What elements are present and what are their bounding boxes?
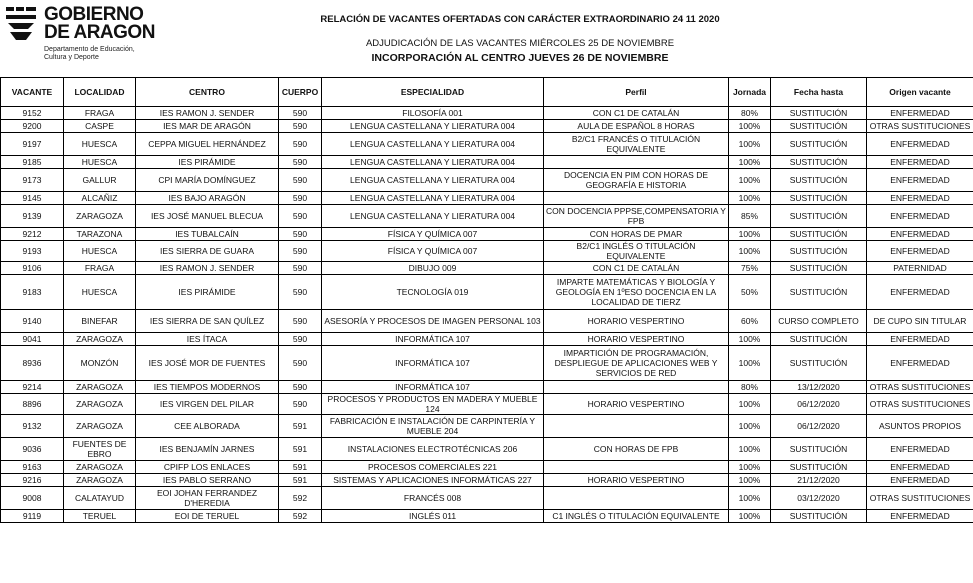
table-cell — [544, 461, 729, 474]
table-cell: 590 — [279, 381, 322, 394]
table-row — [1, 510, 973, 523]
table-cell: 8936 — [1, 346, 64, 381]
table-cell: 100% — [729, 510, 771, 523]
table-cell: 100% — [729, 133, 771, 156]
table-cell: HUESCA — [64, 156, 136, 169]
table-cell: HORARIO VESPERTINO — [544, 333, 729, 346]
table-cell: MONZÓN — [64, 346, 136, 381]
table-cell: TERUEL — [64, 510, 136, 523]
table-cell — [544, 415, 729, 438]
table-cell: HORARIO VESPERTINO — [544, 474, 729, 487]
table-cell: ZARAGOZA — [64, 461, 136, 474]
table-row — [1, 205, 973, 228]
table-cell: OTRAS SUSTITUCIONES — [867, 487, 973, 510]
table-cell: 590 — [279, 228, 322, 241]
table-row — [1, 487, 973, 510]
table-cell: 60% — [729, 310, 771, 333]
table-row — [1, 333, 973, 346]
table-cell: 9216 — [1, 474, 64, 487]
table-cell: 9036 — [1, 438, 64, 461]
table-cell: LENGUA CASTELLANA Y LIERATURA 004 — [322, 120, 544, 133]
table-cell: 100% — [729, 346, 771, 381]
column-header: LOCALIDAD — [64, 78, 136, 107]
table-cell: BINEFAR — [64, 310, 136, 333]
table-cell: 9139 — [1, 205, 64, 228]
table-cell: HORARIO VESPERTINO — [544, 310, 729, 333]
table-cell: IMPARTICIÓN DE PROGRAMACIÓN, DESPLIEGUE DE APLICACIONES WEB Y SERVICIOS DE RED — [544, 346, 729, 381]
table-cell: IES JOSÉ MOR DE FUENTES — [136, 346, 279, 381]
logo-department-2: Cultura y Deporte — [44, 54, 99, 61]
table-cell: 9163 — [1, 461, 64, 474]
table-row — [1, 169, 973, 192]
table-cell: SUSTITUCIÓN — [771, 133, 867, 156]
table-cell: AULA DE ESPAÑOL 8 HORAS — [544, 120, 729, 133]
table-cell: 03/12/2020 — [771, 487, 867, 510]
table-cell: 100% — [729, 474, 771, 487]
table-cell: IES RAMON J. SENDER — [136, 262, 279, 275]
table-cell: IES SIERRA DE GUARA — [136, 241, 279, 262]
table-cell: 591 — [279, 415, 322, 438]
table-cell: ENFERMEDAD — [867, 438, 973, 461]
table-cell: ZARAGOZA — [64, 415, 136, 438]
table-cell: EOI JOHAN FERRANDEZ D'HEREDIA — [136, 487, 279, 510]
table-cell: 590 — [279, 107, 322, 120]
table-cell — [544, 192, 729, 205]
table-cell: IES JOSÉ MANUEL BLECUA — [136, 205, 279, 228]
column-header: Fecha hasta — [771, 78, 867, 107]
aragon-emblem-icon — [6, 7, 38, 41]
table-cell: IES RAMON J. SENDER — [136, 107, 279, 120]
table-cell: SUSTITUCIÓN — [771, 510, 867, 523]
table-cell: INGLÉS 011 — [322, 510, 544, 523]
table-cell: 85% — [729, 205, 771, 228]
table-row — [1, 381, 973, 394]
column-header: Jornada — [729, 78, 771, 107]
logo-line-1: GOBIERNO — [44, 4, 144, 25]
document-subtitle: ADJUDICACIÓN DE LAS VACANTES MIÉRCOLES 25 DE NOVIEMBRE — [365, 38, 675, 49]
table-cell: 50% — [729, 275, 771, 310]
table-cell: IES TIEMPOS MODERNOS — [136, 381, 279, 394]
table-cell: IMPARTE MATEMÁTICAS Y BIOLOGÍA Y GEOLOGÍA EN 1ºESO DOCENCIA EN LA LOCALIDAD DE TIERZ — [544, 275, 729, 310]
table-cell: ENFERMEDAD — [867, 241, 973, 262]
table-cell: SUSTITUCIÓN — [771, 169, 867, 192]
table-cell: SUSTITUCIÓN — [771, 107, 867, 120]
table-cell: CURSO COMPLETO — [771, 310, 867, 333]
table-cell: LENGUA CASTELLANA Y LIERATURA 004 — [322, 156, 544, 169]
table-cell: 590 — [279, 333, 322, 346]
table-cell: FILOSOFÍA 001 — [322, 107, 544, 120]
vacancies-table — [0, 77, 973, 523]
table-cell: 100% — [729, 415, 771, 438]
table-cell: SUSTITUCIÓN — [771, 120, 867, 133]
table-cell: 9132 — [1, 415, 64, 438]
table-cell: CPI MARÍA DOMÍNGUEZ — [136, 169, 279, 192]
table-cell: 06/12/2020 — [771, 415, 867, 438]
table-cell: LENGUA CASTELLANA Y LIERATURA 004 — [322, 133, 544, 156]
table-cell: 80% — [729, 381, 771, 394]
table-cell: PROCESOS COMERCIALES 221 — [322, 461, 544, 474]
table-cell: INFORMÁTICA 107 — [322, 346, 544, 381]
table-cell: SUSTITUCIÓN — [771, 333, 867, 346]
table-cell: SUSTITUCIÓN — [771, 228, 867, 241]
table-cell: 590 — [279, 310, 322, 333]
table-cell: FRAGA — [64, 107, 136, 120]
table-cell: ENFERMEDAD — [867, 169, 973, 192]
table-cell: FRAGA — [64, 262, 136, 275]
table-cell: SUSTITUCIÓN — [771, 461, 867, 474]
table-cell: ALCAÑIZ — [64, 192, 136, 205]
table-cell: 590 — [279, 205, 322, 228]
table-cell: 9119 — [1, 510, 64, 523]
table-cell: FRANCÉS 008 — [322, 487, 544, 510]
table-cell: 9185 — [1, 156, 64, 169]
table-cell: 590 — [279, 275, 322, 310]
table-cell: TARAZONA — [64, 228, 136, 241]
table-cell: B2/C1 FRANCÉS O TITULACIÓN EQUIVALENTE — [544, 133, 729, 156]
table-cell: ENFERMEDAD — [867, 346, 973, 381]
table-cell: ENFERMEDAD — [867, 133, 973, 156]
table-cell: 9214 — [1, 381, 64, 394]
table-cell: FABRICACIÓN E INSTALACIÓN DE CARPINTERÍA Y MUEBLE 204 — [322, 415, 544, 438]
table-cell: 100% — [729, 228, 771, 241]
table-cell: 590 — [279, 169, 322, 192]
table-row — [1, 228, 973, 241]
table-cell: IES VIRGEN DEL PILAR — [136, 394, 279, 415]
table-cell: GALLUR — [64, 169, 136, 192]
table-cell: SUSTITUCIÓN — [771, 438, 867, 461]
table-header-row — [1, 78, 973, 107]
table-row — [1, 310, 973, 333]
table-cell: 21/12/2020 — [771, 474, 867, 487]
table-cell: ENFERMEDAD — [867, 474, 973, 487]
document-title: RELACIÓN DE VACANTES OFERTADAS CON CARÁCTER EXTRAORDINARIO 24 11 2020 — [320, 14, 720, 25]
table-cell: HUESCA — [64, 275, 136, 310]
table-cell — [544, 487, 729, 510]
table-cell: 06/12/2020 — [771, 394, 867, 415]
table-row — [1, 120, 973, 133]
table-cell: INFORMÁTICA 107 — [322, 333, 544, 346]
table-cell: CON HORAS DE PMAR — [544, 228, 729, 241]
table-cell: SUSTITUCIÓN — [771, 346, 867, 381]
table-cell: PROCESOS Y PRODUCTOS EN MADERA Y MUEBLE 124 — [322, 394, 544, 415]
table-row — [1, 438, 973, 461]
table-cell: IES BAJO ARAGÓN — [136, 192, 279, 205]
table-cell: 591 — [279, 474, 322, 487]
table-cell: 590 — [279, 241, 322, 262]
table-cell: 9145 — [1, 192, 64, 205]
table-cell: CON HORAS DE FPB — [544, 438, 729, 461]
table-cell: 100% — [729, 333, 771, 346]
table-cell: PATERNIDAD — [867, 262, 973, 275]
table-cell: ZARAGOZA — [64, 333, 136, 346]
table-cell: IES PABLO SERRANO — [136, 474, 279, 487]
table-cell: 100% — [729, 156, 771, 169]
table-cell: 590 — [279, 133, 322, 156]
column-header: VACANTE — [1, 78, 64, 107]
table-cell: 9193 — [1, 241, 64, 262]
table-cell: SUSTITUCIÓN — [771, 192, 867, 205]
table-row — [1, 133, 973, 156]
table-cell: 100% — [729, 241, 771, 262]
table-cell: ENFERMEDAD — [867, 510, 973, 523]
column-header: CUERPO — [279, 78, 322, 107]
table-row — [1, 461, 973, 474]
table-cell: 75% — [729, 262, 771, 275]
table-cell: B2/C1 INGLÉS O TITULACIÓN EQUIVALENTE — [544, 241, 729, 262]
table-cell: ENFERMEDAD — [867, 205, 973, 228]
table-cell: IES PIRÁMIDE — [136, 275, 279, 310]
table-cell: IES MAR DE ARAGÓN — [136, 120, 279, 133]
table-cell: INSTALACIONES ELECTROTÉCNICAS 206 — [322, 438, 544, 461]
table-cell: ENFERMEDAD — [867, 156, 973, 169]
table-row — [1, 107, 973, 120]
table-cell: OTRAS SUSTITUCIONES — [867, 381, 973, 394]
table-row — [1, 275, 973, 310]
table-cell: CON DOCENCIA PPPSE,COMPENSATORIA Y FPB — [544, 205, 729, 228]
table-cell: 590 — [279, 262, 322, 275]
table-row — [1, 262, 973, 275]
column-header: CENTRO — [136, 78, 279, 107]
column-header: Perfil — [544, 78, 729, 107]
table-cell: LENGUA CASTELLANA Y LIERATURA 004 — [322, 205, 544, 228]
table-cell: 9183 — [1, 275, 64, 310]
table-cell: DE CUPO SIN TITULAR — [867, 310, 973, 333]
table-cell: FÍSICA Y QUÍMICA 007 — [322, 228, 544, 241]
logo-department: Departamento de Educación, — [44, 46, 135, 53]
table-cell: 9200 — [1, 120, 64, 133]
table-cell: CON C1 DE CATALÁN — [544, 107, 729, 120]
table-cell: ZARAGOZA — [64, 474, 136, 487]
table-cell: ASUNTOS PROPIOS — [867, 415, 973, 438]
table-cell: 590 — [279, 156, 322, 169]
table-cell: 9041 — [1, 333, 64, 346]
table-cell: 100% — [729, 120, 771, 133]
table-cell: 80% — [729, 107, 771, 120]
table-cell: 100% — [729, 461, 771, 474]
table-cell: IES SIERRA DE SAN QUÍLEZ — [136, 310, 279, 333]
table-cell: IES TUBALCAÍN — [136, 228, 279, 241]
table-cell: SUSTITUCIÓN — [771, 205, 867, 228]
table-cell: 9212 — [1, 228, 64, 241]
table-cell: ZARAGOZA — [64, 394, 136, 415]
table-cell — [544, 156, 729, 169]
table-cell: OTRAS SUSTITUCIONES — [867, 120, 973, 133]
table-cell: 9197 — [1, 133, 64, 156]
table-cell: ENFERMEDAD — [867, 275, 973, 310]
table-cell: 13/12/2020 — [771, 381, 867, 394]
table-cell: 100% — [729, 169, 771, 192]
table-cell: 590 — [279, 346, 322, 381]
table-cell: ASESORÍA Y PROCESOS DE IMAGEN PERSONAL 103 — [322, 310, 544, 333]
table-cell: 100% — [729, 438, 771, 461]
table-cell: IES ÍTACA — [136, 333, 279, 346]
table-cell: HORARIO VESPERTINO — [544, 394, 729, 415]
table-row — [1, 415, 973, 438]
table-cell: 100% — [729, 487, 771, 510]
table-cell: ZARAGOZA — [64, 205, 136, 228]
table-cell: OTRAS SUSTITUCIONES — [867, 394, 973, 415]
table-cell: 590 — [279, 394, 322, 415]
table-cell: ENFERMEDAD — [867, 333, 973, 346]
table-cell: HUESCA — [64, 133, 136, 156]
table-cell: IES PIRÁMIDE — [136, 156, 279, 169]
table-cell: 9140 — [1, 310, 64, 333]
table-row — [1, 474, 973, 487]
table-cell: EOI DE TERUEL — [136, 510, 279, 523]
table-cell: 100% — [729, 192, 771, 205]
table-cell: 8896 — [1, 394, 64, 415]
table-cell: 9152 — [1, 107, 64, 120]
table-cell: 590 — [279, 120, 322, 133]
table-cell: 591 — [279, 438, 322, 461]
table-cell: ENFERMEDAD — [867, 228, 973, 241]
incorporation-date: INCORPORACIÓN AL CENTRO JUEVES 26 DE NOVIEMBRE — [371, 52, 669, 64]
table-cell: SUSTITUCIÓN — [771, 241, 867, 262]
table-cell: CALATAYUD — [64, 487, 136, 510]
table-cell: C1 INGLÉS O TITULACIÓN EQUIVALENTE — [544, 510, 729, 523]
table-cell: TECNOLOGÍA 019 — [322, 275, 544, 310]
table-row — [1, 346, 973, 381]
table-cell: 9008 — [1, 487, 64, 510]
table-row — [1, 394, 973, 415]
table-cell: ENFERMEDAD — [867, 192, 973, 205]
table-cell: DOCENCIA EN PIM CON HORAS DE GEOGRAFÍA E HISTORIA — [544, 169, 729, 192]
table-cell: CPIFP LOS ENLACES — [136, 461, 279, 474]
table-body — [1, 107, 973, 523]
table-cell: CEE ALBORADA — [136, 415, 279, 438]
table-row — [1, 241, 973, 262]
table-cell: IES BENJAMÍN JARNES — [136, 438, 279, 461]
table-cell: 9106 — [1, 262, 64, 275]
table-cell: 9173 — [1, 169, 64, 192]
table-cell: 592 — [279, 487, 322, 510]
logo-line-2: DE ARAGON — [44, 22, 155, 43]
table-cell: HUESCA — [64, 241, 136, 262]
table-cell: ENFERMEDAD — [867, 461, 973, 474]
table-cell: 590 — [279, 192, 322, 205]
table-cell: CON C1 DE CATALÁN — [544, 262, 729, 275]
column-header: ESPECIALIDAD — [322, 78, 544, 107]
table-cell — [544, 381, 729, 394]
table-cell: 592 — [279, 510, 322, 523]
table-cell: CASPE — [64, 120, 136, 133]
table-cell: DIBUJO 009 — [322, 262, 544, 275]
table-cell: CEPPA MIGUEL HERNÁNDEZ — [136, 133, 279, 156]
table-cell: 591 — [279, 461, 322, 474]
table-cell: ENFERMEDAD — [867, 107, 973, 120]
table-cell: SISTEMAS Y APLICACIONES INFORMÁTICAS 227 — [322, 474, 544, 487]
table-cell: SUSTITUCIÓN — [771, 275, 867, 310]
table-cell: SUSTITUCIÓN — [771, 156, 867, 169]
table-cell: LENGUA CASTELLANA Y LIERATURA 004 — [322, 169, 544, 192]
table-row — [1, 156, 973, 169]
table-row — [1, 192, 973, 205]
table-cell: FUENTES DE EBRO — [64, 438, 136, 461]
table-cell: FÍSICA Y QUÍMICA 007 — [322, 241, 544, 262]
table-cell: SUSTITUCIÓN — [771, 262, 867, 275]
table-cell: INFORMÁTICA 107 — [322, 381, 544, 394]
column-header: Origen vacante — [867, 78, 973, 107]
table-cell: 100% — [729, 394, 771, 415]
table-cell: LENGUA CASTELLANA Y LIERATURA 004 — [322, 192, 544, 205]
gobierno-aragon-logo — [6, 5, 166, 73]
table-cell: ZARAGOZA — [64, 381, 136, 394]
